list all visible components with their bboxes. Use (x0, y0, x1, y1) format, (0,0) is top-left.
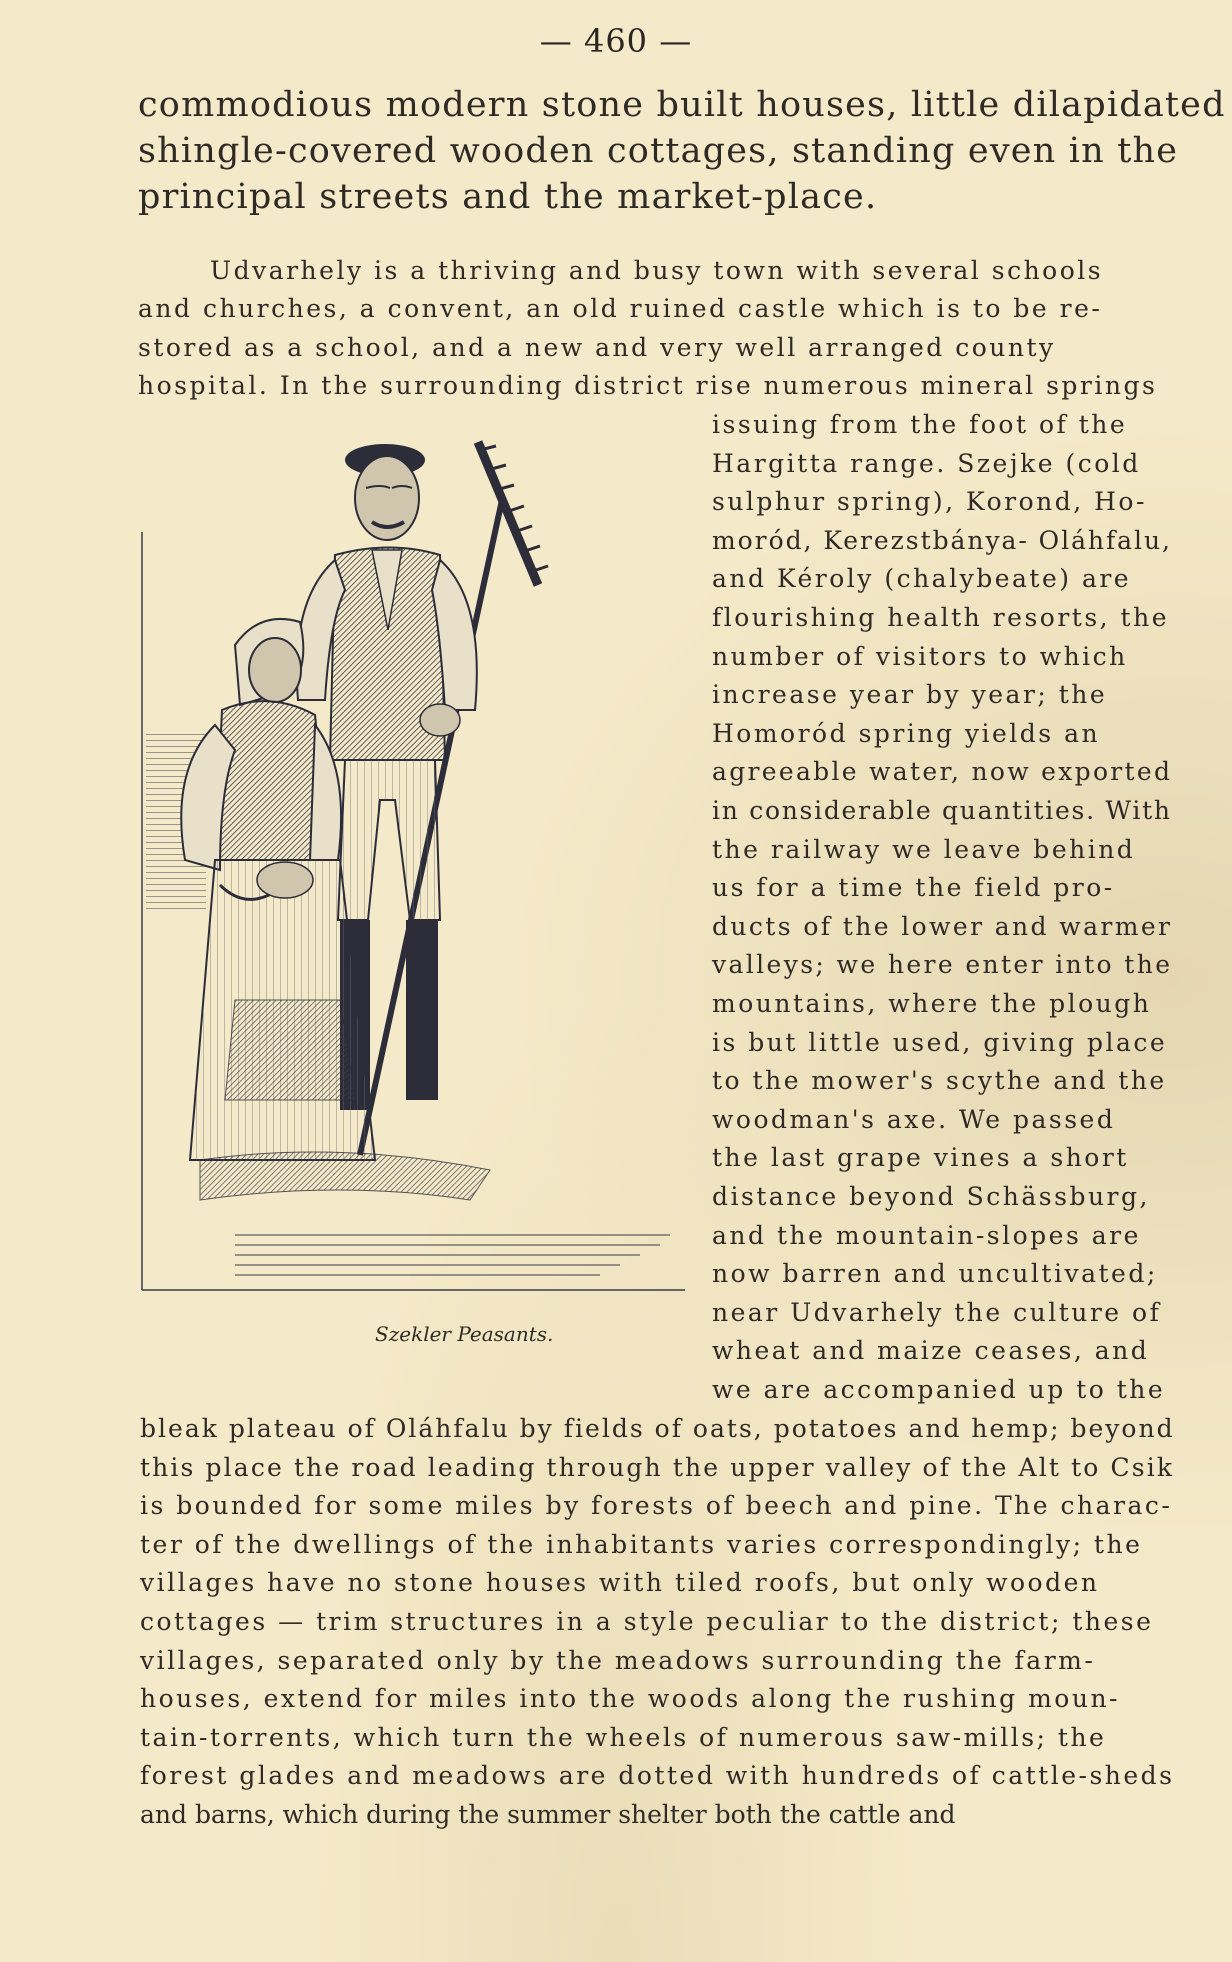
column-line: near Udvarhely the culture of (712, 1297, 1162, 1327)
paragraph-line: cottages — trim structures in a style peculiar to the district; these (140, 1607, 1154, 1636)
column-line: mountains, where the plough (712, 989, 1152, 1018)
opening-line: commodious modern stone built houses, little dilapidated (138, 85, 1226, 125)
column-line: Homoród spring yields an (712, 718, 1101, 748)
paragraph-line: this place the road leading through the upper valley of the Alt to Csik (140, 1452, 1175, 1482)
paragraph-line: tain-torrents, which turn the wheels of numerous saw-mills; the (140, 1722, 1107, 1752)
column-line: us for a time the field pro- (712, 873, 1115, 903)
column-line: moród, Kerezstbánya- Oláhfalu, (712, 525, 1172, 555)
opening-line: principal streets and the market-place. (138, 177, 878, 217)
column-line: agreeable water, now exported (712, 757, 1173, 787)
column-line: to the mower's scythe and the (712, 1066, 1167, 1096)
column-line: Hargitta range. Szejke (cold (712, 448, 1141, 478)
column-line: in considerable quantities. With (712, 796, 1172, 825)
column-line: flourishing health resorts, the (712, 603, 1170, 632)
column-line: issuing from the foot of the (712, 410, 1128, 439)
column-line: distance beyond Schässburg, (712, 1182, 1150, 1211)
column-line: and the mountain-slopes are (712, 1220, 1141, 1250)
paragraph-line: hospital. In the surrounding district rise numerous mineral springs (138, 371, 1158, 400)
column-line: the last grape vines a short (712, 1143, 1129, 1173)
column-line: wheat and maize ceases, and (712, 1336, 1150, 1366)
paragraph-line: is bounded for some miles by forests of beech and pine. The charac- (140, 1491, 1173, 1521)
paragraph-line: ter of the dwellings of the inhabitants varies correspondingly; the (140, 1529, 1143, 1559)
column-line: number of visitors to which (712, 641, 1128, 671)
opening-line: shingle-covered wooden cottages, standing even in the (138, 131, 1179, 171)
page-number: — 460 — (539, 22, 693, 60)
column-line: woodman's axe. We passed (712, 1104, 1116, 1134)
column-line: now barren and uncultivated; (712, 1259, 1158, 1289)
column-line: ducts of the lower and warmer (712, 911, 1173, 941)
paragraph-line: Udvarhely is a thriving and busy town with several schools (210, 256, 1104, 285)
column-line: and Kéroly (chalybeate) are (712, 564, 1132, 594)
column-line: the railway we leave behind (712, 834, 1136, 864)
ground-shading (200, 1152, 490, 1200)
paragraph-line: villages have no stone houses with tiled roofs, but only wooden (140, 1568, 1100, 1598)
column-line: we are accompanied up to the (712, 1375, 1166, 1404)
paragraph-line: villages, separated only by the meadows surrounding the farm- (140, 1645, 1096, 1675)
column-line: sulphur spring), Korond, Ho- (712, 487, 1147, 517)
paragraph-line: and churches, a convent, an old ruined castle which is to be re- (138, 294, 1103, 323)
figure-caption: Szekler Peasants. (375, 1322, 554, 1346)
column-line: increase year by year; the (712, 680, 1108, 710)
szekler-peasants-engraving (140, 440, 685, 1310)
column-line: valleys; we here enter into the (712, 950, 1173, 980)
paragraph-line: houses, extend for miles into the woods along the rushing moun- (140, 1684, 1120, 1714)
paragraph-line: and barns, which during the summer shelter both the cattle and (140, 1800, 956, 1829)
column-line: is but little used, giving place (712, 1027, 1168, 1057)
paragraph-line: forest glades and meadows are dotted with hundreds of cattle-sheds (140, 1761, 1175, 1791)
paragraph-line: stored as a school, and a new and very well arranged county (138, 333, 1056, 362)
paragraph-line: bleak plateau of Oláhfalu by fields of oats, potatoes and hemp; beyond (140, 1414, 1175, 1443)
